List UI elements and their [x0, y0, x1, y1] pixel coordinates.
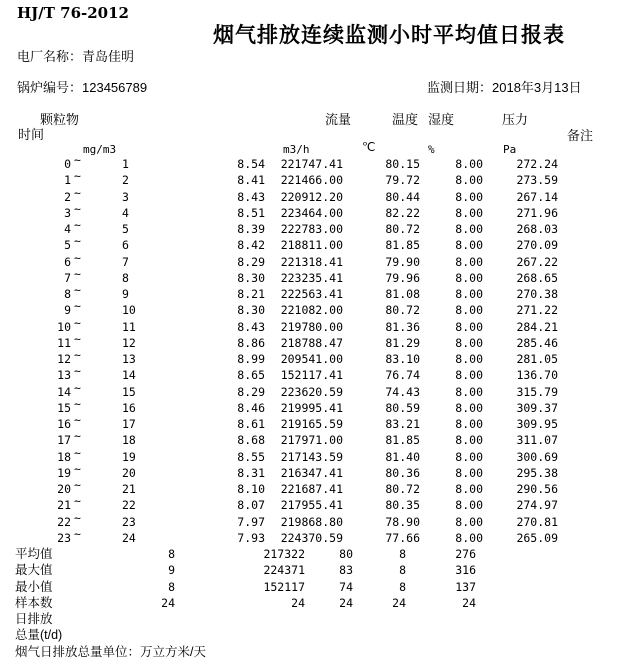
- temp-value-cell: 81.85: [385, 238, 420, 253]
- humidity-value-cell: 8.00: [455, 254, 483, 269]
- pressure-value-cell: 273.59: [516, 173, 558, 188]
- tilde-separator: ~: [74, 283, 81, 297]
- tilde-separator: ~: [74, 429, 81, 444]
- hour-to-cell: 15: [122, 384, 136, 399]
- flow-value-cell: 209541.00: [280, 352, 343, 366]
- header-time: 时间: [18, 127, 45, 142]
- pressure-value-cell: 272.24: [516, 157, 558, 171]
- humidity-value-cell: 8.00: [455, 352, 483, 366]
- pressure-value-cell: 270.81: [516, 514, 558, 529]
- pm-value-cell: 8.29: [237, 254, 265, 269]
- hour-from-cell: 6: [64, 254, 71, 269]
- hourly-row: [0, 364, 632, 383]
- summary-row: [0, 546, 632, 562]
- tilde-separator: ~: [74, 510, 81, 525]
- hour-to-cell: 5: [122, 222, 129, 236]
- header-pressure: 压力: [502, 112, 529, 127]
- flow-value-cell: 221687.41: [280, 482, 343, 496]
- tilde-separator: ~: [74, 169, 81, 184]
- hourly-row: [0, 396, 632, 416]
- hour-to-cell: 24: [122, 530, 136, 545]
- flow-summary-cell: 24: [291, 595, 305, 610]
- flow-value-cell: 221082.00: [280, 303, 343, 318]
- temp-summary-cell: 74: [339, 579, 353, 594]
- hour-to-cell: 23: [122, 514, 136, 529]
- footer-line: 日排放: [15, 612, 53, 626]
- pressure-value-cell: 265.09: [516, 530, 558, 545]
- temp-summary-cell: 24: [339, 595, 353, 610]
- flow-summary-cell: 224371: [263, 563, 305, 578]
- header-particulate: 颗粒物: [40, 112, 80, 127]
- humidity-summary-cell: 8: [399, 579, 406, 594]
- pm-value-cell: 8.30: [237, 303, 265, 318]
- summary-row: [0, 579, 632, 595]
- flow-value-cell: 218811.00: [280, 238, 343, 253]
- flow-value-cell: 219165.59: [280, 417, 343, 431]
- temp-value-cell: 81.29: [385, 335, 420, 350]
- pm-value-cell: 8.10: [237, 482, 265, 496]
- flow-value-cell: 217971.00: [280, 433, 343, 448]
- tilde-separator: ~: [74, 526, 81, 541]
- pressure-value-cell: 315.79: [516, 384, 558, 399]
- temp-value-cell: 80.59: [385, 400, 420, 415]
- tilde-separator: ~: [74, 331, 81, 346]
- pressure-value-cell: 136.70: [516, 368, 558, 383]
- header-remark: 备注: [567, 128, 594, 143]
- hourly-row: [0, 299, 632, 318]
- tilde-separator: ~: [74, 299, 81, 314]
- pressure-value-cell: 274.97: [516, 498, 558, 513]
- hour-to-cell: 20: [122, 465, 136, 480]
- tilde-separator: ~: [74, 218, 81, 232]
- humidity-value-cell: 8.00: [455, 335, 483, 350]
- temp-summary-cell: 83: [339, 563, 353, 578]
- hour-from-cell: 14: [57, 384, 71, 399]
- humidity-value-cell: 8.00: [455, 270, 483, 285]
- humidity-value-cell: 8.00: [455, 498, 483, 513]
- pressure-value-cell: 290.56: [516, 482, 558, 496]
- summary-label: 样本数: [15, 595, 53, 610]
- pm-value-cell: 8.07: [237, 498, 265, 513]
- pressure-summary-cell: 276: [455, 547, 476, 561]
- humidity-summary-cell: 8: [399, 563, 406, 578]
- flow-value-cell: 219868.80: [280, 514, 343, 529]
- tilde-separator: ~: [74, 185, 81, 200]
- hour-from-cell: 16: [57, 417, 71, 431]
- temp-value-cell: 82.22: [385, 205, 420, 220]
- flow-summary-cell: 217322: [263, 547, 305, 561]
- hour-to-cell: 17: [122, 417, 136, 431]
- hourly-row: [0, 331, 632, 351]
- hourly-row: [0, 429, 632, 448]
- hour-to-cell: 3: [122, 189, 129, 204]
- hour-to-cell: 2: [122, 173, 129, 188]
- temp-value-cell: 81.08: [385, 287, 420, 301]
- hour-to-cell: 16: [122, 400, 136, 415]
- tilde-separator: ~: [74, 250, 81, 265]
- monitor-date-row: [427, 77, 582, 96]
- hourly-data-rows: [0, 153, 632, 546]
- pressure-value-cell: 295.38: [516, 465, 558, 480]
- temp-value-cell: 76.74: [385, 368, 420, 383]
- pm-value-cell: 8.21: [237, 287, 265, 301]
- pressure-value-cell: 284.21: [516, 319, 558, 334]
- humidity-value-cell: 8.00: [455, 449, 483, 464]
- monitor-date-value: 2018年3月13日: [492, 80, 582, 95]
- hourly-row: [0, 348, 632, 367]
- hour-from-cell: 9: [64, 303, 71, 318]
- flow-value-cell: 221747.41: [280, 157, 343, 171]
- flow-value-cell: 221466.00: [280, 173, 343, 188]
- pm-value-cell: 8.86: [237, 335, 265, 350]
- flow-value-cell: 224370.59: [280, 530, 343, 545]
- header-temperature: 温度: [392, 112, 419, 127]
- footer-line: 总量(t/d): [15, 628, 63, 643]
- pm-summary-cell: 9: [168, 563, 175, 578]
- temp-value-cell: 80.36: [385, 465, 420, 480]
- pm-value-cell: 7.97: [237, 514, 265, 529]
- hour-to-cell: 14: [122, 368, 136, 383]
- footer-row: [0, 627, 632, 643]
- pm-value-cell: 8.61: [237, 417, 265, 431]
- footer-row: [0, 611, 632, 627]
- humidity-summary-cell: 24: [392, 595, 406, 610]
- temp-value-cell: 78.90: [385, 514, 420, 529]
- hour-from-cell: 22: [57, 514, 71, 529]
- temp-value-cell: 80.72: [385, 222, 420, 236]
- hourly-row: [0, 413, 632, 432]
- hourly-row: [0, 380, 632, 400]
- pm-value-cell: 8.68: [237, 433, 265, 448]
- humidity-value-cell: 8.00: [455, 514, 483, 529]
- hour-from-cell: 2: [64, 189, 71, 204]
- hour-from-cell: 3: [64, 205, 71, 220]
- flow-value-cell: 152117.41: [280, 368, 343, 383]
- flow-value-cell: 223620.59: [280, 384, 343, 399]
- standard-code: HJ/T 76-2012: [17, 4, 129, 22]
- hour-to-cell: 8: [122, 270, 129, 285]
- humidity-value-cell: 8.00: [455, 157, 483, 171]
- plant-name-row: [17, 46, 134, 65]
- pm-value-cell: 8.42: [237, 238, 265, 253]
- pm-value-cell: 8.29: [237, 384, 265, 399]
- temp-value-cell: 79.96: [385, 270, 420, 285]
- humidity-value-cell: 8.00: [455, 482, 483, 496]
- humidity-value-cell: 8.00: [455, 530, 483, 545]
- hour-to-cell: 10: [122, 303, 136, 318]
- header-humidity: 湿度: [428, 112, 455, 127]
- hour-to-cell: 12: [122, 335, 136, 350]
- hourly-row: [0, 250, 632, 270]
- footer-row: [0, 644, 632, 660]
- boiler-number-value: 123456789: [82, 80, 148, 95]
- hour-from-cell: 7: [64, 270, 71, 285]
- flow-value-cell: 222783.00: [280, 222, 343, 236]
- hourly-row: [0, 234, 632, 253]
- flow-value-cell: 220912.20: [280, 189, 343, 204]
- hour-from-cell: 12: [57, 352, 71, 366]
- pm-value-cell: 8.41: [237, 173, 265, 188]
- flow-value-cell: 223235.41: [280, 270, 343, 285]
- flow-summary-cell: 152117: [263, 579, 305, 594]
- tilde-separator: ~: [74, 201, 81, 216]
- temp-value-cell: 83.21: [385, 417, 420, 431]
- unit-pressure: Pa: [503, 143, 517, 156]
- pressure-value-cell: 268.65: [516, 270, 558, 285]
- unit-flow: m3/h: [283, 143, 310, 156]
- plant-name-value: 青岛佳明: [82, 49, 135, 64]
- temp-value-cell: 81.85: [385, 433, 420, 448]
- tilde-separator: ~: [74, 478, 81, 492]
- pm-value-cell: 8.55: [237, 449, 265, 464]
- humidity-value-cell: 8.00: [455, 417, 483, 431]
- pm-value-cell: 8.30: [237, 270, 265, 285]
- pressure-value-cell: 267.22: [516, 254, 558, 269]
- hour-to-cell: 11: [122, 319, 136, 334]
- hourly-row: [0, 169, 632, 188]
- pm-value-cell: 8.46: [237, 400, 265, 415]
- hourly-row: [0, 510, 632, 530]
- temp-value-cell: 80.44: [385, 189, 420, 204]
- tilde-separator: ~: [74, 234, 81, 249]
- hour-from-cell: 23: [57, 530, 71, 545]
- footer-line: 烟气日排放总量单位：万立方米/天: [15, 644, 206, 659]
- hour-from-cell: 10: [57, 319, 71, 334]
- pressure-value-cell: 268.03: [516, 222, 558, 236]
- temp-value-cell: 74.43: [385, 384, 420, 399]
- humidity-value-cell: 8.00: [455, 189, 483, 204]
- summary-label: 平均值: [15, 547, 53, 561]
- temp-value-cell: 79.90: [385, 254, 420, 269]
- hourly-row: [0, 185, 632, 205]
- temp-value-cell: 80.72: [385, 482, 420, 496]
- flow-value-cell: 219780.00: [280, 319, 343, 334]
- humidity-value-cell: 8.00: [455, 222, 483, 236]
- unit-temperature: ℃: [362, 140, 376, 154]
- tilde-separator: ~: [74, 315, 81, 330]
- tilde-separator: ~: [74, 380, 81, 395]
- flow-value-cell: 219995.41: [280, 400, 343, 415]
- boiler-number-row: [17, 77, 147, 96]
- pm-value-cell: 8.43: [237, 319, 265, 334]
- pressure-value-cell: 309.37: [516, 400, 558, 415]
- hourly-row: [0, 526, 632, 546]
- humidity-value-cell: 8.00: [455, 173, 483, 188]
- hourly-row: [0, 494, 632, 513]
- temp-value-cell: 81.40: [385, 449, 420, 464]
- pressure-value-cell: 300.69: [516, 449, 558, 464]
- hour-from-cell: 0: [64, 157, 71, 171]
- unit-particulate: mg/m3: [83, 143, 117, 156]
- pm-summary-cell: 8: [168, 547, 175, 561]
- hourly-row: [0, 461, 632, 481]
- tilde-separator: ~: [74, 461, 81, 476]
- flow-value-cell: 217143.59: [280, 449, 343, 464]
- humidity-summary-cell: 8: [399, 547, 406, 561]
- tilde-separator: ~: [74, 413, 81, 427]
- temp-summary-cell: 80: [339, 547, 353, 561]
- pressure-summary-cell: 137: [455, 579, 476, 594]
- tilde-separator: ~: [74, 153, 81, 167]
- tilde-separator: ~: [74, 266, 81, 281]
- temp-value-cell: 81.36: [385, 319, 420, 334]
- hour-to-cell: 7: [122, 254, 129, 269]
- humidity-value-cell: 8.00: [455, 384, 483, 399]
- hour-to-cell: 22: [122, 498, 136, 513]
- hourly-row: [0, 283, 632, 302]
- hour-from-cell: 13: [57, 368, 71, 383]
- flow-value-cell: 216347.41: [280, 465, 343, 480]
- hourly-row: [0, 478, 632, 497]
- humidity-value-cell: 8.00: [455, 238, 483, 253]
- hourly-row: [0, 266, 632, 286]
- humidity-value-cell: 8.00: [455, 400, 483, 415]
- pm-value-cell: 8.65: [237, 368, 265, 383]
- summary-row: [0, 562, 632, 578]
- plant-name-label: 电厂名称：: [17, 49, 83, 64]
- flow-value-cell: 222563.41: [280, 287, 343, 301]
- pressure-value-cell: 270.09: [516, 238, 558, 253]
- hour-from-cell: 1: [64, 173, 71, 188]
- hour-to-cell: 18: [122, 433, 136, 448]
- pressure-value-cell: 271.22: [516, 303, 558, 318]
- hour-from-cell: 15: [57, 400, 71, 415]
- pressure-value-cell: 311.07: [516, 433, 558, 448]
- pm-value-cell: 8.54: [237, 157, 265, 171]
- temp-value-cell: 79.72: [385, 173, 420, 188]
- hourly-row: [0, 201, 632, 221]
- hour-from-cell: 17: [57, 433, 71, 448]
- hourly-row: [0, 153, 632, 172]
- summary-label: 最大值: [15, 563, 53, 578]
- pressure-value-cell: 271.96: [516, 205, 558, 220]
- flow-value-cell: 221318.41: [280, 254, 343, 269]
- temp-value-cell: 80.35: [385, 498, 420, 513]
- hour-from-cell: 5: [64, 238, 71, 253]
- pm-summary-cell: 24: [161, 595, 175, 610]
- hour-from-cell: 11: [57, 335, 71, 350]
- humidity-value-cell: 8.00: [455, 433, 483, 448]
- humidity-value-cell: 8.00: [455, 287, 483, 301]
- flow-value-cell: 217955.41: [280, 498, 343, 513]
- temp-value-cell: 77.66: [385, 530, 420, 545]
- tilde-separator: ~: [74, 364, 81, 379]
- report-title: 烟气排放连续监测小时平均值日报表: [213, 24, 565, 47]
- hour-to-cell: 4: [122, 205, 129, 220]
- hour-from-cell: 8: [64, 287, 71, 301]
- pressure-value-cell: 267.14: [516, 189, 558, 204]
- temp-value-cell: 80.72: [385, 303, 420, 318]
- humidity-value-cell: 8.00: [455, 303, 483, 318]
- header-flow: 流量: [325, 112, 352, 127]
- hour-to-cell: 13: [122, 352, 136, 366]
- pressure-value-cell: 309.95: [516, 417, 558, 431]
- monitor-date-label: 监测日期：: [427, 80, 493, 95]
- boiler-number-label: 锅炉编号：: [17, 80, 83, 95]
- tilde-separator: ~: [74, 348, 81, 362]
- summary-row: [0, 595, 632, 611]
- pressure-value-cell: 281.05: [516, 352, 558, 366]
- pm-value-cell: 8.39: [237, 222, 265, 236]
- tilde-separator: ~: [74, 396, 81, 411]
- hour-from-cell: 18: [57, 449, 71, 464]
- hour-from-cell: 4: [64, 222, 71, 236]
- hour-from-cell: 21: [57, 498, 71, 513]
- summary-and-footer-rows: [0, 546, 632, 660]
- humidity-value-cell: 8.00: [455, 319, 483, 334]
- flow-value-cell: 218788.47: [280, 335, 343, 350]
- humidity-value-cell: 8.00: [455, 465, 483, 480]
- humidity-value-cell: 8.00: [455, 368, 483, 383]
- flow-value-cell: 223464.00: [280, 205, 343, 220]
- pm-value-cell: 7.93: [237, 530, 265, 545]
- hour-from-cell: 20: [57, 482, 71, 496]
- hour-to-cell: 21: [122, 482, 136, 496]
- hour-to-cell: 9: [122, 287, 129, 301]
- unit-humidity: %: [428, 143, 435, 156]
- temp-value-cell: 83.10: [385, 352, 420, 366]
- hour-to-cell: 1: [122, 157, 129, 171]
- hour-to-cell: 19: [122, 449, 136, 464]
- pressure-value-cell: 285.46: [516, 335, 558, 350]
- tilde-separator: ~: [74, 494, 81, 509]
- pressure-summary-cell: 24: [462, 595, 476, 610]
- hour-to-cell: 6: [122, 238, 129, 253]
- hour-from-cell: 19: [57, 465, 71, 480]
- pm-value-cell: 8.43: [237, 189, 265, 204]
- pm-value-cell: 8.51: [237, 205, 265, 220]
- hourly-row: [0, 218, 632, 237]
- hourly-row: [0, 315, 632, 335]
- pressure-summary-cell: 316: [455, 563, 476, 578]
- pm-value-cell: 8.99: [237, 352, 265, 366]
- tilde-separator: ~: [74, 445, 81, 460]
- humidity-value-cell: 8.00: [455, 205, 483, 220]
- hourly-row: [0, 445, 632, 465]
- pm-value-cell: 8.31: [237, 465, 265, 480]
- pm-summary-cell: 8: [168, 579, 175, 594]
- temp-value-cell: 80.15: [385, 157, 420, 171]
- pressure-value-cell: 270.38: [516, 287, 558, 301]
- summary-label: 最小值: [15, 579, 53, 594]
